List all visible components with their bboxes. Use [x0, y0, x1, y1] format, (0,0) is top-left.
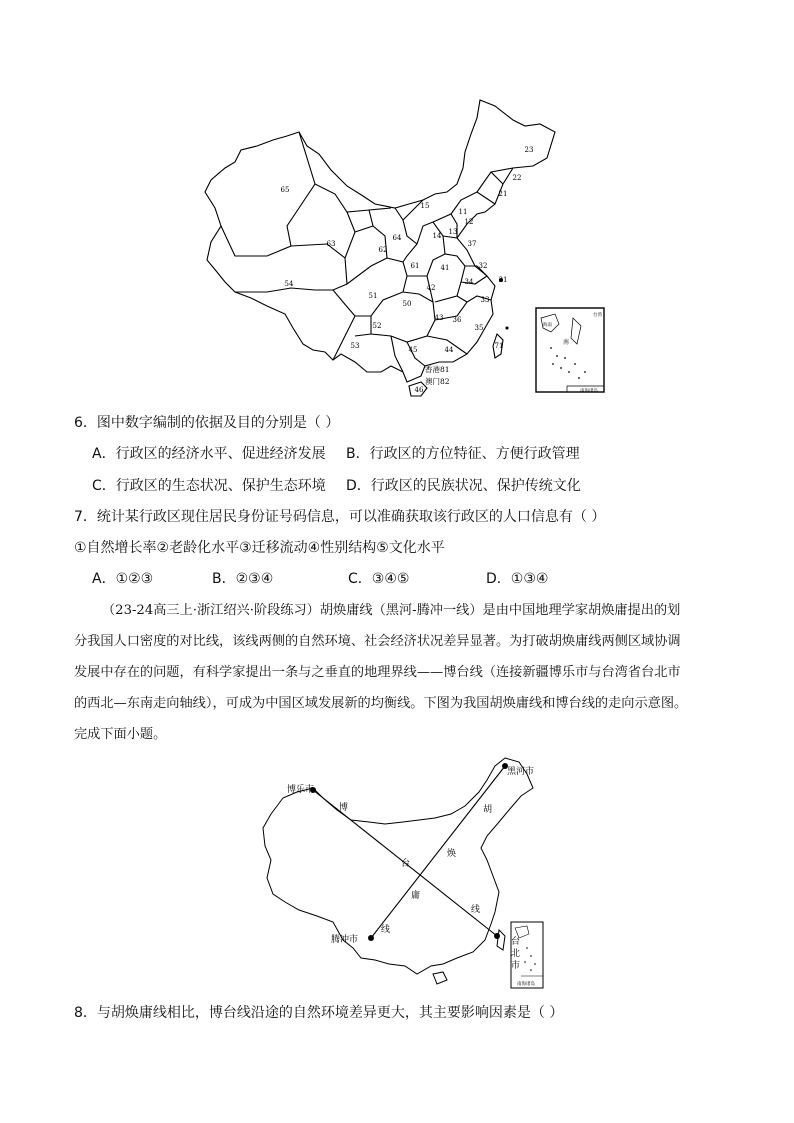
- province-code-61: 61: [410, 262, 420, 270]
- taibei-label-2: 北: [511, 949, 521, 959]
- inset-taiwan-label: 台湾: [593, 313, 602, 318]
- province-code-54: 54: [284, 280, 294, 288]
- q6-option-d[interactable]: D．行政区的民族状况、保护传统文化: [346, 478, 581, 494]
- province-code-21: 21: [498, 190, 508, 198]
- macau-label: 澳门82: [425, 377, 450, 386]
- province-code-13: 13: [448, 228, 458, 236]
- inset-islands-label-2: 南海诸岛: [517, 982, 535, 987]
- passage-line-1: （23-24高三上·浙江绍兴·阶段练习）胡焕庸线（黑河-腾冲一线）是由中国地理学家胡焕庸提出的划: [102, 603, 681, 618]
- province-code-23: 23: [524, 146, 534, 154]
- bole-label: 博乐市: [287, 785, 315, 795]
- province-code-63: 63: [326, 240, 336, 248]
- province-code-46: 46: [414, 386, 424, 394]
- province-code-32: 32: [478, 262, 488, 270]
- province-code-50: 50: [402, 300, 412, 308]
- inset-islands-label: 南海诸岛: [580, 389, 598, 394]
- province-code-44: 44: [444, 346, 454, 354]
- q7-option-d[interactable]: D．①③④: [486, 571, 549, 587]
- q6-option-c[interactable]: C．行政区的生态状况、保护生态环境: [92, 478, 326, 494]
- line-char-tai: 台: [401, 859, 411, 869]
- china-province-map: [195, 96, 610, 400]
- province-code-45: 45: [408, 346, 418, 354]
- province-code-12: 12: [464, 218, 474, 226]
- province-code-37: 37: [467, 240, 477, 248]
- taibei-label-1: 台: [511, 937, 521, 947]
- hk-label: 香港81: [425, 365, 450, 374]
- province-code-42: 42: [426, 284, 436, 292]
- q6-option-b[interactable]: B．行政区的方位特征、方便行政管理: [346, 446, 580, 462]
- q7-stem: 7．统计某行政区现住居民身份证号码信息，可以准确获取该行政区的人口信息有（ ）: [74, 509, 606, 525]
- q8-stem: 8．与胡焕庸线相比，博台线沿途的自然环境差异更大，其主要影响因素是（ ）: [74, 1005, 564, 1021]
- province-code-53: 53: [350, 342, 360, 350]
- line-char-bo: 博: [339, 803, 349, 813]
- tengchong-label: 腾冲市: [331, 935, 359, 945]
- province-code-52: 52: [372, 322, 382, 330]
- taibei-label-3: 市: [511, 961, 521, 971]
- q7-option-a[interactable]: A．①②③: [92, 571, 154, 587]
- province-code-65: 65: [280, 186, 290, 194]
- passage-line-4: 的西北—东南走向轴线），可成为中国区域发展新的均衡线。下图为我国胡焕庸线和博台线的走向示意图。: [74, 696, 688, 711]
- passage-line-3: 发展中存在的问题，有科学家提出一条与之垂直的地理界线——博台线（连接新疆博乐市与台湾省台北市: [74, 665, 681, 680]
- province-code-43: 43: [434, 314, 444, 322]
- province-code-62: 62: [378, 246, 388, 254]
- q7-option-c[interactable]: C．③④⑤: [348, 571, 410, 587]
- line-char-huan: 焕: [447, 849, 457, 859]
- q7-items: ①自然增长率②老龄化水平③迁移流动④性别结构⑤文化水平: [74, 540, 445, 556]
- passage-line-2: 分我国人口密度的对比线，该线两侧的自然环境、社会经济状况差异显著。为打破胡焕庸线两侧区域协调: [74, 634, 681, 649]
- province-code-34: 34: [464, 278, 474, 286]
- province-code-14: 14: [432, 232, 442, 240]
- province-code-11: 11: [458, 208, 468, 216]
- q6-option-a[interactable]: A．行政区的经济水平、促进经济发展: [92, 446, 326, 462]
- line-char-hu-xian: 线: [381, 925, 391, 935]
- passage-line-5: 完成下面小题。: [74, 727, 167, 742]
- heihe-label: 黑河市: [507, 767, 535, 777]
- line-char-bt-xian: 线: [471, 905, 481, 915]
- q7-option-b[interactable]: B．②③④: [212, 571, 274, 587]
- inset-south-label: 南: [563, 339, 570, 346]
- province-code-71: 71: [494, 342, 504, 350]
- province-code-31: 31: [498, 276, 508, 284]
- province-code-36: 36: [452, 316, 462, 324]
- province-code-35: 35: [474, 324, 484, 332]
- inset-hainan-label: 海南: [543, 323, 552, 328]
- province-code-22: 22: [512, 174, 522, 182]
- province-code-51: 51: [368, 292, 378, 300]
- province-code-41: 41: [440, 264, 450, 272]
- province-code-33: 33: [480, 296, 490, 304]
- province-code-64: 64: [392, 234, 402, 242]
- hu-botai-line-map: [255, 752, 545, 992]
- province-code-15: 15: [420, 202, 430, 210]
- line-char-hu: 胡: [483, 805, 493, 815]
- q6-stem: 6．图中数字编制的依据及目的分别是（ ）: [74, 415, 340, 431]
- line-char-yong: 庸: [411, 891, 421, 901]
